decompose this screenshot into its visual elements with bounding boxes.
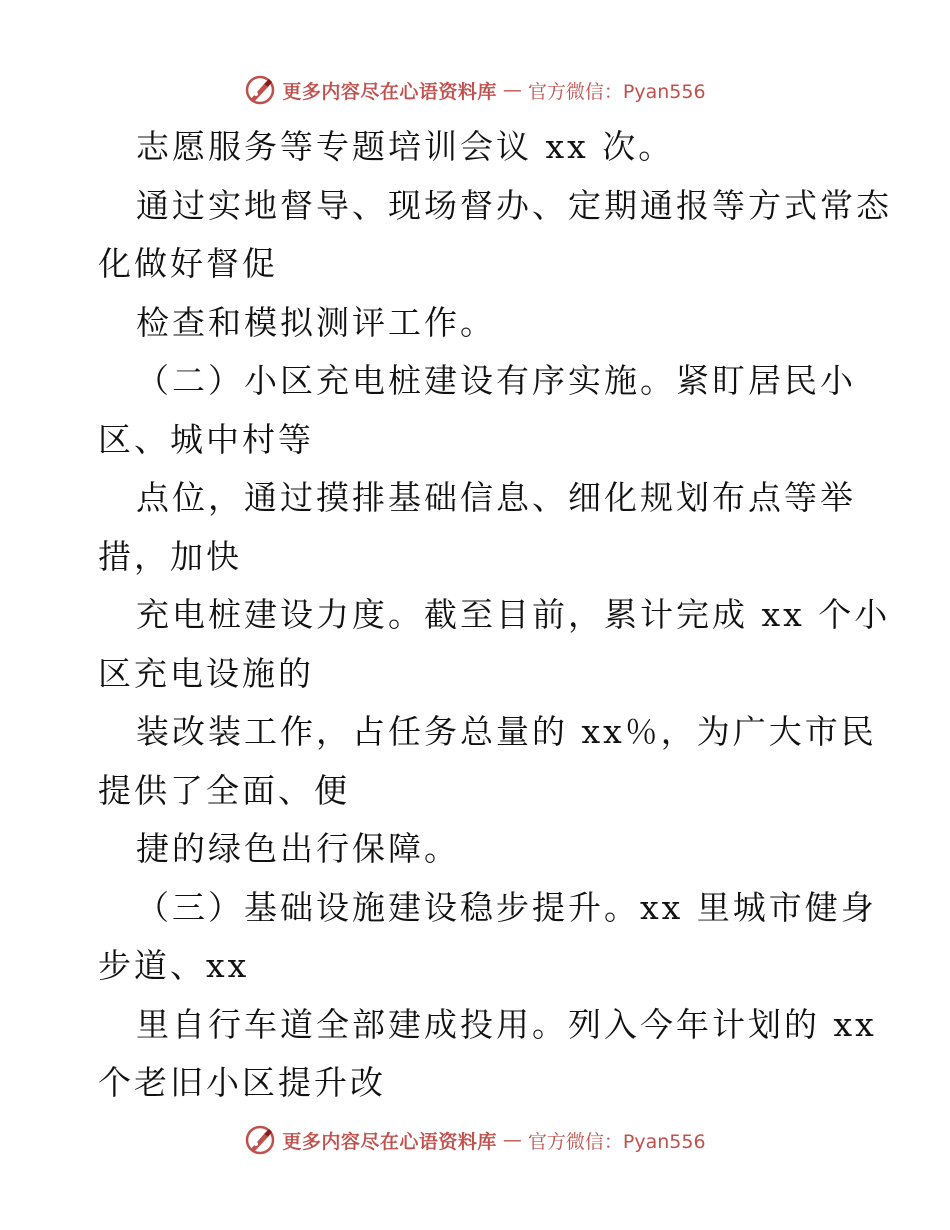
body-line: 检查和模拟测评工作。 (136, 302, 496, 342)
body-line: 区、城中村等 (98, 419, 314, 459)
body-line: （二）小区充电桩建设有序实施。紧盯居民小 (136, 361, 856, 400)
body-line: 提供了全面、便 (98, 770, 350, 810)
body-line: 通过实地督导、现场督办、定期通报等方式常态 (136, 185, 892, 225)
watermark-brand-text: 更多内容尽在心语资料库 (282, 80, 497, 103)
body-line: 点位，通过摸排基础信息、细化规划布点等举 (136, 478, 856, 517)
body-line: 捷的绿色出行保障。 (136, 829, 460, 868)
body-line: 个老旧小区提升改 (98, 1063, 386, 1102)
watermark-wechat-text: 官方微信：Pyan556 (527, 1130, 706, 1153)
body-line: 措，加快 (98, 536, 242, 576)
document-body (98, 118, 892, 1113)
body-line: 步道、xx (98, 946, 250, 985)
pen-logo-icon (244, 1124, 276, 1156)
body-line: 装改装工作，占任务总量的 xx％，为广大市民 (136, 712, 877, 751)
body-line: 化做好督促 (98, 244, 278, 283)
body-line: （三）基础设施建设稳步提升。xx 里城市健身 (136, 887, 877, 927)
footer-watermark (0, 1120, 950, 1160)
watermark-brand-text: 更多内容尽在心语资料库 (282, 1130, 497, 1153)
body-line: 志愿服务等专题培训会议 xx 次。 (136, 127, 675, 166)
header-watermark (0, 70, 950, 110)
watermark-separator: — (502, 79, 522, 101)
watermark-separator: — (502, 1129, 522, 1151)
body-line: 充电桩建设力度。截至目前，累计完成 xx 个小 (136, 595, 891, 634)
watermark-wechat-text: 官方微信：Pyan556 (527, 80, 706, 103)
body-line: 区充电设施的 (98, 653, 314, 693)
pen-logo-icon (244, 74, 276, 106)
body-line: 里自行车道全部建成投用。列入今年计划的 xx (136, 1004, 877, 1044)
